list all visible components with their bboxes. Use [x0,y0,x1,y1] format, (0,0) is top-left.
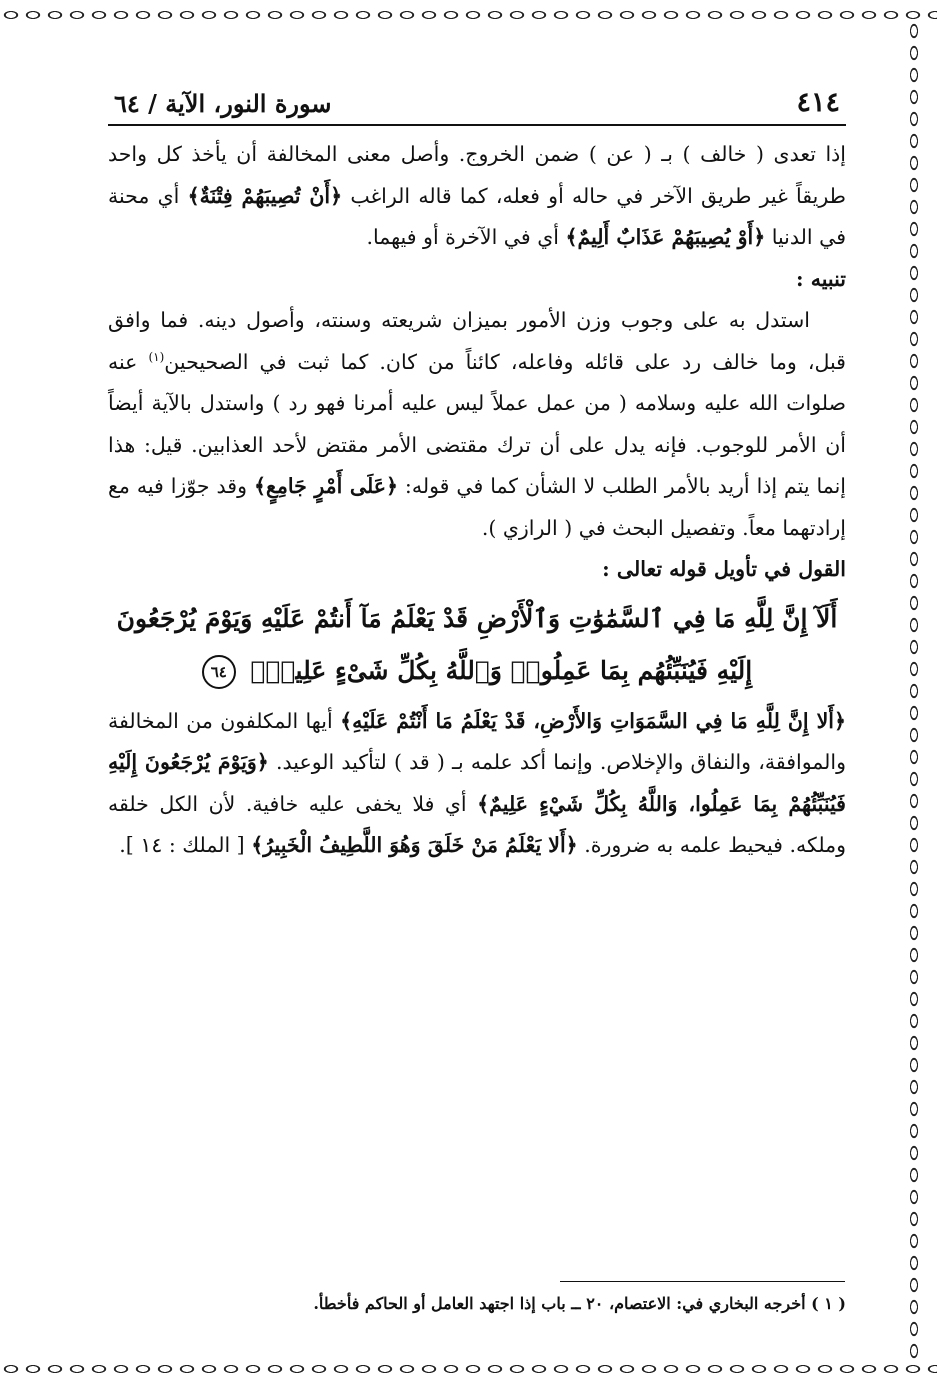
decorative-border-bottom [0,1358,937,1380]
heading-qawl: القول في تأويل قوله تعالى : [602,557,846,581]
quran-quote: ﴿عَلَى أَمْرٍ جَامِعٍ﴾ [253,474,398,498]
verse-line-2 [108,645,846,697]
paragraph-3-text-c: [ الملك : ١٤ ]. [119,833,245,857]
footnote-marker[interactable]: (١) [148,349,165,364]
paragraph-1-text-c: أي في الآخرة أو فيهما. [366,225,559,249]
paragraph-1-text: إذا تعدى ( خالف ) بـ ( عن ) ضمن الخروج. وأصل معنى المخالفة أن يأخذ كل واحد طريقاً غير طريق الآخر في حاله أو فعله، كما قاله الراغب [108,142,846,208]
paragraph-2 [108,300,846,549]
ayah-number-mark: ٦٤ [202,655,236,689]
quran-quote: ﴿وَيَوْمَ يُرْجَعُونَ إِلَيْهِ فَيُنَبِّئُهُمْ بِمَا عَمِلُوا، وَاللَّهُ بِكُلِّ شَيْءٍ عَلِيمٌ﴾ [108,750,846,816]
page-number: ٤١٤ [796,87,840,118]
quran-quote: ﴿أَلا يَعْلَمُ مَنْ خَلَقَ وَهُوَ اللَّطِيفُ الْخَبِيرُ﴾ [251,833,578,857]
decorative-border-right [903,20,925,1360]
decorative-border-top [0,4,937,26]
verse-line-1: أَلَآ إِنَّ لِلَّهِ مَا فِي ٱلسَّمَٰوَٰتِ وَٱلْأَرْضِ قَدْ يَعْلَمُ مَآ أَنتُمْ عَلَيْهِ وَيَوْمَ يُرْجَعُونَ [116,603,838,633]
heading-tanbih: تنبيه : [796,266,846,291]
paragraph-3 [108,701,846,867]
paragraph-3-text-b: أي فلا يخفى عليه خافية. لأن الكل خلقه وملكه. فيحيط علمه به ضرورة. [108,791,846,857]
running-title: سورة النور، الآية / ٦٤ [114,89,332,118]
verse-line-2-text: إِلَيْهِ فَيُنَبِّئُهُم بِمَا عَمِلُوا۟ وَٱللَّهُ بِكُلِّ شَىْءٍ عَلِيمٌۢ [250,655,753,685]
paragraph-1-text-b: أي محنة في الدنيا [108,183,846,249]
footnote: ( ١ ) أخرجه البخاري في: الاعتصام، ٢٠ ــ باب إذا اجتهد العامل أو الحاكم فأخطأ. [313,1294,846,1313]
page-header [108,70,846,126]
quran-quote: ﴿أَلا إِنَّ لِلَّهِ مَا فِي السَّمَوَاتِ وَالأَرْضِ، قَدْ يَعْلَمُ مَا أَنْتُمْ عَلَيْهِ﴾ [340,708,846,733]
page-content [108,70,846,867]
body-text [108,134,846,867]
footnote-divider [560,1281,845,1282]
paragraph-3-text: أيها المكلفون من المخالفة والموافقة، والنفاق والإخلاص. وإنما أكد علمه بـ ( قد ) لتأكيد الوعيد. [108,708,846,774]
paragraph-2-text: استدل به على وجوب وزن الأمور بميزان شريعته وسنته، وأصول دينه. فما وافق قبل، وما خالف رد على قائله وفاعله، كائناً من كان. كما ثبت في الصحيحين [108,308,846,374]
quran-quote: ﴿أَنْ تُصِيبَهُمْ فِتْنَةٌ﴾ [187,183,343,208]
quran-quote: ﴿أَوْ يُصِيبَهُمْ عَذَابٌ أَلِيمٌ﴾ [565,225,766,249]
paragraph-2-text-c: وقد جوّزا فيه مع إرادتهما معاً. وتفصيل البحث في ( الرازي ). [108,474,846,540]
paragraph-1 [108,134,846,259]
quran-verse-block [108,593,846,697]
paragraph-2-text-b: عنه صلوات الله عليه وسلامه ( من عمل عملاً ليس عليه أمرنا فهو رد ) واستدل بالآية أيضاً أن الأمر للوجوب. فإنه يدل على أن ترك مقتضى الأمر مقتض لأحد العذابين. قيل: هذا إنما يتم إذا أريد بالأمر الطلب لا الشأن كما في قوله: [108,349,846,498]
